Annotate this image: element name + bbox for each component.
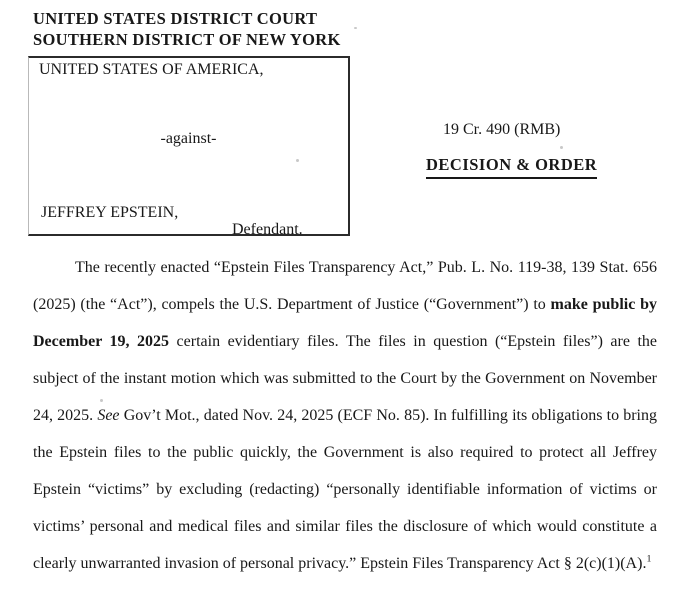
decision-order-title: DECISION & ORDER <box>426 155 597 179</box>
court-name: UNITED STATES DISTRICT COURT <box>33 9 318 28</box>
scan-artifact-speck <box>560 146 563 149</box>
plaintiff-name: UNITED STATES OF AMERICA, <box>39 61 264 78</box>
scan-artifact-speck <box>296 159 299 162</box>
versus-label: -against- <box>160 130 217 147</box>
court-header <box>33 8 341 50</box>
scan-artifact-speck <box>354 27 357 29</box>
case-caption-box <box>28 56 350 236</box>
court-district: SOUTHERN DISTRICT OF NEW YORK <box>33 30 341 49</box>
defendant-name: JEFFREY EPSTEIN, <box>41 204 179 221</box>
defendant-label: Defendant. <box>232 221 303 238</box>
case-number: 19 Cr. 490 (RMB) <box>443 121 561 138</box>
body-paragraph: The recently enacted “Epstein Files Transparency Act,” Pub. L. No. 119-38, 139 Stat. 656 (2025) (the “Act”), compels the U.S. Department of Justice (“Government”) to make public by December 19, 2025 certain evidentiary files. The files in question (“Epstein files”) are the subject of the instant motion which was submitted to the Court by the Government on November 24, 2025. See Gov’t Mot., dated Nov. 24, 2025 (ECF No. 85). In fulfilling its obligations to bring the Epstein files to the public quickly, the Government is also required to protect all Jeffrey Epstein “victims” by excluding (redacting) “personally identifiable information of victims or victims’ personal and medical files and similar files the disclosure of which would constitute a clearly unwarranted invasion of personal privacy.” Epstein Files Transparency Act § 2(c)(1)(A).$^1$ <box>33 259 658 572</box>
scan-artifact-speck <box>100 399 103 402</box>
